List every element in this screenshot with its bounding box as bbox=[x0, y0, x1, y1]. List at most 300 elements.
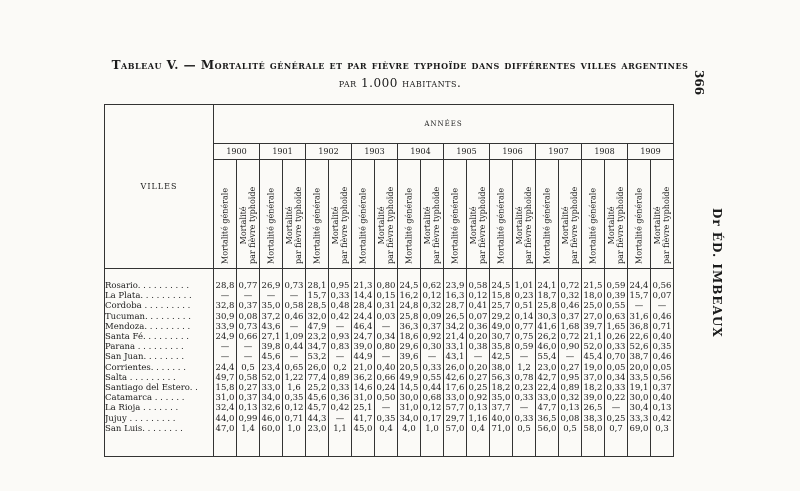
general-mortality-cell: 23,0 bbox=[306, 424, 329, 457]
typhoid-mortality-cell: 0,59 bbox=[513, 342, 536, 352]
typhoid-mortality-cell: 0,23 bbox=[513, 291, 536, 301]
general-mortality-cell: 20,0 bbox=[628, 363, 651, 373]
typhoid-mortality-cell: 0,4 bbox=[467, 424, 490, 457]
typhoid-mortality-cell: 0,39 bbox=[605, 291, 628, 301]
typhoid-mortality-cell: 0,80 bbox=[375, 269, 398, 292]
typhoid-mortality-cell: 1,65 bbox=[605, 322, 628, 332]
general-mortality-cell: 34,7 bbox=[306, 342, 329, 352]
general-mortality-cell: 33,0 bbox=[260, 383, 283, 393]
typhoid-mortality-cell: 0,46 bbox=[651, 352, 674, 362]
general-mortality-cell: 38,3 bbox=[582, 414, 605, 424]
typhoid-mortality-cell: 1,01 bbox=[513, 269, 536, 292]
typhoid-mortality-cell: 1,0 bbox=[283, 424, 306, 457]
typhoid-mortality-cell: 1,6 bbox=[283, 383, 306, 393]
general-mortality-cell: 24,4 bbox=[214, 363, 237, 373]
general-mortality-cell: 33,1 bbox=[444, 342, 467, 352]
typhoid-mortality-cell: 0,07 bbox=[467, 312, 490, 322]
general-mortality-cell: 39,0 bbox=[582, 393, 605, 403]
general-mortality-cell: 39,0 bbox=[352, 342, 375, 352]
general-mortality-cell: 29,2 bbox=[490, 312, 513, 322]
typhoid-mortality-cell: 0,26 bbox=[605, 332, 628, 342]
typhoid-mortality-cell: 0,33 bbox=[329, 383, 352, 393]
general-mortality-cell: 30,0 bbox=[628, 393, 651, 403]
typhoid-mortality-cell: 0,35 bbox=[375, 414, 398, 424]
general-mortality-cell: 41,6 bbox=[536, 322, 559, 332]
typhoid-mortality-cell: 0,65 bbox=[283, 363, 306, 373]
typhoid-mortality-cell: 0,5 bbox=[237, 363, 260, 373]
general-mortality-cell: 36,3 bbox=[398, 322, 421, 332]
general-mortality-cell: 24,5 bbox=[490, 269, 513, 292]
typhoid-mortality-cell: 0,25 bbox=[467, 383, 490, 393]
general-mortality-cell: 28,1 bbox=[306, 269, 329, 292]
typhoid-mortality-cell: 0,75 bbox=[513, 332, 536, 342]
subheader-typhoid: Mortalité par fièvre typhoïde bbox=[605, 160, 628, 269]
general-mortality-cell: 34,0 bbox=[260, 393, 283, 403]
general-mortality-cell: 52,0 bbox=[260, 373, 283, 383]
typhoid-mortality-cell: 0,66 bbox=[375, 373, 398, 383]
year-header: 1902 bbox=[306, 144, 352, 160]
table-row bbox=[105, 363, 674, 373]
general-mortality-cell: 46,0 bbox=[260, 414, 283, 424]
city-name: La Plata. . . . . . . . . . bbox=[105, 291, 214, 301]
general-mortality-cell: 47,7 bbox=[536, 403, 559, 413]
typhoid-mortality-cell: 0,89 bbox=[559, 383, 582, 393]
general-mortality-cell: — bbox=[628, 301, 651, 311]
general-mortality-cell: 16,3 bbox=[444, 291, 467, 301]
typhoid-mortality-cell: 0,33 bbox=[513, 414, 536, 424]
typhoid-mortality-cell: 0,34 bbox=[375, 332, 398, 342]
year-header: 1901 bbox=[260, 144, 306, 160]
general-mortality-cell: 19,1 bbox=[628, 383, 651, 393]
city-name: Mendoza. . . . . . . . . bbox=[105, 322, 214, 332]
typhoid-mortality-cell: 0,37 bbox=[651, 383, 674, 393]
typhoid-mortality-cell: 0,03 bbox=[375, 312, 398, 322]
typhoid-mortality-cell: 0,56 bbox=[651, 269, 674, 292]
subheader-general: Mortalité générale bbox=[260, 160, 283, 269]
typhoid-mortality-cell: 1,2 bbox=[513, 363, 536, 373]
subheader-general: Mortalité générale bbox=[536, 160, 559, 269]
general-mortality-cell: 47,0 bbox=[214, 424, 237, 457]
typhoid-mortality-cell: 0,58 bbox=[283, 301, 306, 311]
running-head-author: Dr ÉD. IMBEAUX bbox=[710, 208, 724, 338]
typhoid-mortality-cell: 1,1 bbox=[329, 424, 352, 457]
typhoid-mortality-cell: 0,70 bbox=[605, 352, 628, 362]
general-mortality-cell: 16,2 bbox=[398, 291, 421, 301]
general-mortality-cell: 38,0 bbox=[490, 363, 513, 373]
typhoid-mortality-cell: 0,37 bbox=[237, 393, 260, 403]
year-header: 1905 bbox=[444, 144, 490, 160]
typhoid-mortality-cell: 0,12 bbox=[421, 403, 444, 413]
general-mortality-cell: 33,9 bbox=[214, 322, 237, 332]
typhoid-mortality-cell: 1,68 bbox=[559, 322, 582, 332]
subheader-typhoid: Mortalité par fièvre typhoïde bbox=[513, 160, 536, 269]
table-row bbox=[105, 291, 674, 301]
general-mortality-cell: 57,7 bbox=[444, 403, 467, 413]
typhoid-mortality-cell: — bbox=[329, 352, 352, 362]
general-mortality-cell: 19,0 bbox=[582, 363, 605, 373]
typhoid-mortality-cell: 0,34 bbox=[605, 373, 628, 383]
general-mortality-cell: 45,6 bbox=[260, 352, 283, 362]
typhoid-mortality-cell: — bbox=[375, 403, 398, 413]
typhoid-mortality-cell: 0,36 bbox=[467, 322, 490, 332]
typhoid-mortality-cell: 0,40 bbox=[651, 332, 674, 342]
general-mortality-cell: 14,6 bbox=[352, 383, 375, 393]
year-header: 1909 bbox=[628, 144, 674, 160]
general-mortality-cell: 21,4 bbox=[444, 332, 467, 342]
typhoid-mortality-cell: 0,07 bbox=[651, 291, 674, 301]
general-mortality-cell: 24,7 bbox=[352, 332, 375, 342]
general-mortality-cell: 4,0 bbox=[398, 424, 421, 457]
general-mortality-cell: 26,5 bbox=[444, 312, 467, 322]
typhoid-mortality-cell: 0,41 bbox=[467, 301, 490, 311]
general-mortality-cell: 45,4 bbox=[582, 352, 605, 362]
typhoid-mortality-cell: 0,33 bbox=[329, 291, 352, 301]
general-mortality-cell: 39,7 bbox=[582, 322, 605, 332]
year-header: 1906 bbox=[490, 144, 536, 160]
typhoid-mortality-cell: 0,72 bbox=[559, 269, 582, 292]
general-mortality-cell: 26,0 bbox=[306, 363, 329, 373]
typhoid-mortality-cell: — bbox=[375, 322, 398, 332]
general-mortality-cell: 34,0 bbox=[398, 414, 421, 424]
typhoid-mortality-cell: 0,71 bbox=[651, 322, 674, 332]
table-body bbox=[105, 269, 674, 457]
general-mortality-cell: 32,8 bbox=[214, 301, 237, 311]
general-mortality-cell: 27,1 bbox=[260, 332, 283, 342]
subheader-typhoid: Mortalité par fièvre typhoïde bbox=[375, 160, 398, 269]
general-mortality-cell: 31,0 bbox=[352, 393, 375, 403]
table-row bbox=[105, 269, 674, 292]
general-mortality-cell: 21,1 bbox=[582, 332, 605, 342]
typhoid-mortality-cell: 0,51 bbox=[513, 301, 536, 311]
page-number: 366 bbox=[692, 70, 706, 96]
typhoid-mortality-cell: 0,40 bbox=[375, 363, 398, 373]
general-mortality-cell: — bbox=[214, 291, 237, 301]
general-mortality-cell: 24,5 bbox=[398, 269, 421, 292]
typhoid-mortality-cell: 0,5 bbox=[559, 424, 582, 457]
general-mortality-cell: 20,5 bbox=[398, 363, 421, 373]
general-mortality-cell: 18,6 bbox=[398, 332, 421, 342]
general-mortality-cell: 18,2 bbox=[582, 383, 605, 393]
typhoid-mortality-cell: 0,12 bbox=[421, 291, 444, 301]
general-mortality-cell: 31,0 bbox=[398, 403, 421, 413]
general-mortality-cell: 47,9 bbox=[306, 322, 329, 332]
general-mortality-cell: 32,4 bbox=[214, 403, 237, 413]
general-mortality-cell: 18,7 bbox=[536, 291, 559, 301]
city-name: Corrientes. . . . . . . bbox=[105, 363, 214, 373]
typhoid-mortality-cell: — bbox=[283, 322, 306, 332]
typhoid-mortality-cell: 0,55 bbox=[605, 301, 628, 311]
general-mortality-cell: 15,7 bbox=[628, 291, 651, 301]
subheader-general: Mortalité générale bbox=[214, 160, 237, 269]
general-mortality-cell: 28,4 bbox=[352, 301, 375, 311]
general-mortality-cell: 23,9 bbox=[444, 269, 467, 292]
typhoid-mortality-cell: 0,23 bbox=[513, 383, 536, 393]
general-mortality-cell: 21,5 bbox=[582, 269, 605, 292]
typhoid-mortality-cell: 0,33 bbox=[421, 363, 444, 373]
typhoid-mortality-cell: 0,25 bbox=[605, 414, 628, 424]
typhoid-mortality-cell: 0,72 bbox=[559, 332, 582, 342]
general-mortality-cell: 22,6 bbox=[628, 332, 651, 342]
general-mortality-cell: 43,6 bbox=[260, 322, 283, 332]
table-row bbox=[105, 373, 674, 383]
typhoid-mortality-cell: 0,35 bbox=[283, 393, 306, 403]
general-mortality-cell: 49,0 bbox=[490, 322, 513, 332]
general-mortality-cell: 35,8 bbox=[490, 342, 513, 352]
city-name: Rosario. . . . . . . . . . bbox=[105, 269, 214, 292]
general-mortality-cell: 34,2 bbox=[444, 322, 467, 332]
general-mortality-cell: 25,0 bbox=[582, 301, 605, 311]
typhoid-mortality-cell: 0,30 bbox=[421, 342, 444, 352]
general-mortality-cell: 23,0 bbox=[536, 363, 559, 373]
typhoid-mortality-cell: 0,55 bbox=[421, 373, 444, 383]
general-mortality-cell: 45,6 bbox=[306, 393, 329, 403]
general-mortality-cell: 71,0 bbox=[490, 424, 513, 457]
general-mortality-cell: 25,2 bbox=[306, 383, 329, 393]
general-mortality-cell: 27,0 bbox=[582, 312, 605, 322]
year-header: 1907 bbox=[536, 144, 582, 160]
general-mortality-cell: 24,1 bbox=[536, 269, 559, 292]
general-mortality-cell: 37,0 bbox=[582, 373, 605, 383]
general-mortality-cell: 60,0 bbox=[260, 424, 283, 457]
typhoid-mortality-cell: 0,44 bbox=[421, 383, 444, 393]
general-mortality-cell: 25,7 bbox=[490, 301, 513, 311]
typhoid-mortality-cell: 0,7 bbox=[605, 424, 628, 457]
general-mortality-cell: 21,0 bbox=[352, 363, 375, 373]
table-row bbox=[105, 424, 674, 457]
subheader-general: Mortalité générale bbox=[628, 160, 651, 269]
general-mortality-cell: 44,9 bbox=[352, 352, 375, 362]
typhoid-mortality-cell: 0,93 bbox=[329, 332, 352, 342]
general-mortality-cell: 56,3 bbox=[490, 373, 513, 383]
general-mortality-cell: 30,0 bbox=[398, 393, 421, 403]
mortality-table bbox=[104, 104, 674, 457]
table-row bbox=[105, 301, 674, 311]
typhoid-mortality-cell: 0,13 bbox=[237, 403, 260, 413]
typhoid-mortality-cell: 0,42 bbox=[329, 403, 352, 413]
typhoid-mortality-cell: 0,89 bbox=[329, 373, 352, 383]
general-mortality-cell: 26,0 bbox=[444, 363, 467, 373]
general-mortality-cell: 25,8 bbox=[398, 312, 421, 322]
general-mortality-cell: 28,8 bbox=[214, 269, 237, 292]
typhoid-mortality-cell: 0,37 bbox=[559, 312, 582, 322]
city-name: Santa Fé. . . . . . . . . bbox=[105, 332, 214, 342]
city-name: Cordoba . . . . . . . . . bbox=[105, 301, 214, 311]
table-row bbox=[105, 383, 674, 393]
general-mortality-cell: 35,0 bbox=[260, 301, 283, 311]
general-mortality-cell: 49,7 bbox=[214, 373, 237, 383]
general-mortality-cell: 24,9 bbox=[214, 332, 237, 342]
typhoid-mortality-cell: 0,15 bbox=[375, 291, 398, 301]
typhoid-mortality-cell: 0,2 bbox=[329, 363, 352, 373]
typhoid-mortality-cell: 0,37 bbox=[421, 322, 444, 332]
general-mortality-cell: — bbox=[214, 342, 237, 352]
typhoid-mortality-cell: 0,71 bbox=[283, 414, 306, 424]
typhoid-mortality-cell: 0,22 bbox=[605, 393, 628, 403]
general-mortality-cell: 33,0 bbox=[536, 393, 559, 403]
general-mortality-cell: 18,2 bbox=[490, 383, 513, 393]
general-mortality-cell: 18,0 bbox=[582, 291, 605, 301]
typhoid-mortality-cell: 0,3 bbox=[651, 424, 674, 457]
typhoid-mortality-cell: 0,24 bbox=[375, 383, 398, 393]
subheader-general: Mortalité générale bbox=[582, 160, 605, 269]
general-mortality-cell: 44,0 bbox=[214, 414, 237, 424]
annees-header: ANNÉES bbox=[214, 105, 674, 144]
general-mortality-cell: 56,0 bbox=[536, 424, 559, 457]
typhoid-mortality-cell: 1,22 bbox=[283, 373, 306, 383]
typhoid-mortality-cell: 0,05 bbox=[651, 363, 674, 373]
typhoid-mortality-cell: — bbox=[513, 403, 536, 413]
villes-header: VILLES bbox=[105, 105, 214, 269]
general-mortality-cell: 37,7 bbox=[490, 403, 513, 413]
general-mortality-cell: 29,7 bbox=[444, 414, 467, 424]
typhoid-mortality-cell: — bbox=[467, 352, 490, 362]
subheader-typhoid: Mortalité par fièvre typhoïde bbox=[651, 160, 674, 269]
subheader-general: Mortalité générale bbox=[306, 160, 329, 269]
typhoid-mortality-cell: 0,73 bbox=[283, 269, 306, 292]
typhoid-mortality-cell: 0,37 bbox=[237, 301, 260, 311]
general-mortality-cell: 23,2 bbox=[306, 332, 329, 342]
general-mortality-cell: 15,8 bbox=[214, 383, 237, 393]
typhoid-mortality-cell: 0,77 bbox=[237, 269, 260, 292]
subheader-typhoid: Mortalité par fièvre typhoïde bbox=[283, 160, 306, 269]
typhoid-mortality-cell: 0,46 bbox=[283, 312, 306, 322]
typhoid-mortality-cell: 0,4 bbox=[375, 424, 398, 457]
table-row bbox=[105, 342, 674, 352]
general-mortality-cell: 57,0 bbox=[444, 424, 467, 457]
general-mortality-cell: 55,4 bbox=[536, 352, 559, 362]
typhoid-mortality-cell: — bbox=[513, 352, 536, 362]
general-mortality-cell: 42,5 bbox=[490, 352, 513, 362]
subheader-typhoid: Mortalité par fièvre typhoïde bbox=[467, 160, 490, 269]
table-row bbox=[105, 414, 674, 424]
general-mortality-cell: 36,5 bbox=[536, 414, 559, 424]
city-name: Salta . . . . . . . . . bbox=[105, 373, 214, 383]
general-mortality-cell: 42,6 bbox=[444, 373, 467, 383]
typhoid-mortality-cell: 0,27 bbox=[559, 363, 582, 373]
general-mortality-cell: 14,4 bbox=[352, 291, 375, 301]
city-name: Jujuy . . . . . . . . . bbox=[105, 414, 214, 424]
typhoid-mortality-cell: 0,56 bbox=[651, 373, 674, 383]
typhoid-mortality-cell: 0,42 bbox=[651, 414, 674, 424]
typhoid-mortality-cell: 0,44 bbox=[283, 342, 306, 352]
table-row bbox=[105, 312, 674, 322]
table-title bbox=[0, 58, 800, 90]
general-mortality-cell: 52,6 bbox=[628, 342, 651, 352]
typhoid-mortality-cell: 0,32 bbox=[559, 393, 582, 403]
typhoid-mortality-cell: 0,12 bbox=[283, 403, 306, 413]
city-name: La Rioja . . . . . . . bbox=[105, 403, 214, 413]
typhoid-mortality-cell: — bbox=[283, 352, 306, 362]
city-name: Parana . . . . . . . . . bbox=[105, 342, 214, 352]
typhoid-mortality-cell: 0,20 bbox=[467, 332, 490, 342]
typhoid-mortality-cell: — bbox=[559, 352, 582, 362]
general-mortality-cell: 58,0 bbox=[582, 424, 605, 457]
subheader-general: Mortalité générale bbox=[490, 160, 513, 269]
typhoid-mortality-cell: 1,09 bbox=[283, 332, 306, 342]
general-mortality-cell: 33,3 bbox=[628, 414, 651, 424]
general-mortality-cell: 14,5 bbox=[398, 383, 421, 393]
general-mortality-cell: 24,4 bbox=[352, 312, 375, 322]
general-mortality-cell: 49,9 bbox=[398, 373, 421, 383]
general-mortality-cell: 30,7 bbox=[490, 332, 513, 342]
city-name: San Luis. . . . . . . . bbox=[105, 424, 214, 457]
city-name: Tucuman. . . . . . . . . bbox=[105, 312, 214, 322]
general-mortality-cell: 15,8 bbox=[490, 291, 513, 301]
subheader-typhoid: Mortalité par fièvre typhoïde bbox=[329, 160, 352, 269]
general-mortality-cell: 36,8 bbox=[628, 322, 651, 332]
general-mortality-cell: 32,6 bbox=[260, 403, 283, 413]
typhoid-mortality-cell: 0,35 bbox=[651, 342, 674, 352]
subheader-typhoid: Mortalité par fièvre typhoïde bbox=[559, 160, 582, 269]
typhoid-mortality-cell: 0,73 bbox=[237, 322, 260, 332]
subheader-typhoid: Mortalité par fièvre typhoïde bbox=[237, 160, 260, 269]
general-mortality-cell: 45,7 bbox=[306, 403, 329, 413]
typhoid-mortality-cell: 0,36 bbox=[329, 393, 352, 403]
general-mortality-cell: 39,8 bbox=[260, 342, 283, 352]
subheader-general: Mortalité générale bbox=[398, 160, 421, 269]
typhoid-mortality-cell: 0,46 bbox=[651, 312, 674, 322]
general-mortality-cell: 30,9 bbox=[214, 312, 237, 322]
typhoid-mortality-cell: — bbox=[329, 322, 352, 332]
table-row bbox=[105, 322, 674, 332]
city-name: San Juan. . . . . . . . bbox=[105, 352, 214, 362]
general-mortality-cell: 25,8 bbox=[536, 301, 559, 311]
typhoid-mortality-cell: 0,46 bbox=[559, 301, 582, 311]
typhoid-mortality-cell: 0,66 bbox=[237, 332, 260, 342]
general-mortality-cell: 46,4 bbox=[352, 322, 375, 332]
general-mortality-cell: 31,0 bbox=[214, 393, 237, 403]
typhoid-mortality-cell: 0,20 bbox=[467, 363, 490, 373]
general-mortality-cell: 42,7 bbox=[536, 373, 559, 383]
city-name: Catamarca . . . . . . bbox=[105, 393, 214, 403]
typhoid-mortality-cell: 1,16 bbox=[467, 414, 490, 424]
typhoid-mortality-cell: 0,78 bbox=[513, 373, 536, 383]
typhoid-mortality-cell: 0,13 bbox=[651, 403, 674, 413]
title-line-1: Tableau V. — Mortalité générale et par fièvre typhoïde dans différentes villes argentines bbox=[111, 58, 689, 72]
title-line-2: par 1.000 habitants. bbox=[338, 76, 462, 90]
table-row bbox=[105, 393, 674, 403]
general-mortality-cell: — bbox=[260, 291, 283, 301]
table-row bbox=[105, 403, 674, 413]
general-mortality-cell: 25,1 bbox=[352, 403, 375, 413]
typhoid-mortality-cell: 0,83 bbox=[329, 342, 352, 352]
typhoid-mortality-cell: 1,4 bbox=[237, 424, 260, 457]
typhoid-mortality-cell: 0,58 bbox=[467, 269, 490, 292]
subheader-general: Mortalité générale bbox=[352, 160, 375, 269]
typhoid-mortality-cell: 0,42 bbox=[329, 312, 352, 322]
typhoid-mortality-cell: 0,58 bbox=[237, 373, 260, 383]
typhoid-mortality-cell: 0,62 bbox=[421, 269, 444, 292]
general-mortality-cell: 23,4 bbox=[260, 363, 283, 373]
general-mortality-cell: 17,6 bbox=[444, 383, 467, 393]
typhoid-mortality-cell: — bbox=[651, 301, 674, 311]
general-mortality-cell: 26,9 bbox=[260, 269, 283, 292]
general-mortality-cell: 38,7 bbox=[628, 352, 651, 362]
typhoid-mortality-cell: 0,12 bbox=[467, 291, 490, 301]
typhoid-mortality-cell: 0,90 bbox=[559, 342, 582, 352]
year-header: 1900 bbox=[214, 144, 260, 160]
typhoid-mortality-cell: 0,08 bbox=[559, 414, 582, 424]
general-mortality-cell: 26,2 bbox=[536, 332, 559, 342]
general-mortality-cell: 69,0 bbox=[628, 424, 651, 457]
typhoid-mortality-cell: 0,38 bbox=[467, 342, 490, 352]
typhoid-mortality-cell: 0,05 bbox=[605, 363, 628, 373]
typhoid-mortality-cell: 0,59 bbox=[605, 269, 628, 292]
typhoid-mortality-cell: 0,33 bbox=[605, 342, 628, 352]
typhoid-mortality-cell: 0,31 bbox=[375, 301, 398, 311]
general-mortality-cell: 37,2 bbox=[260, 312, 283, 322]
general-mortality-cell: 41,7 bbox=[352, 414, 375, 424]
